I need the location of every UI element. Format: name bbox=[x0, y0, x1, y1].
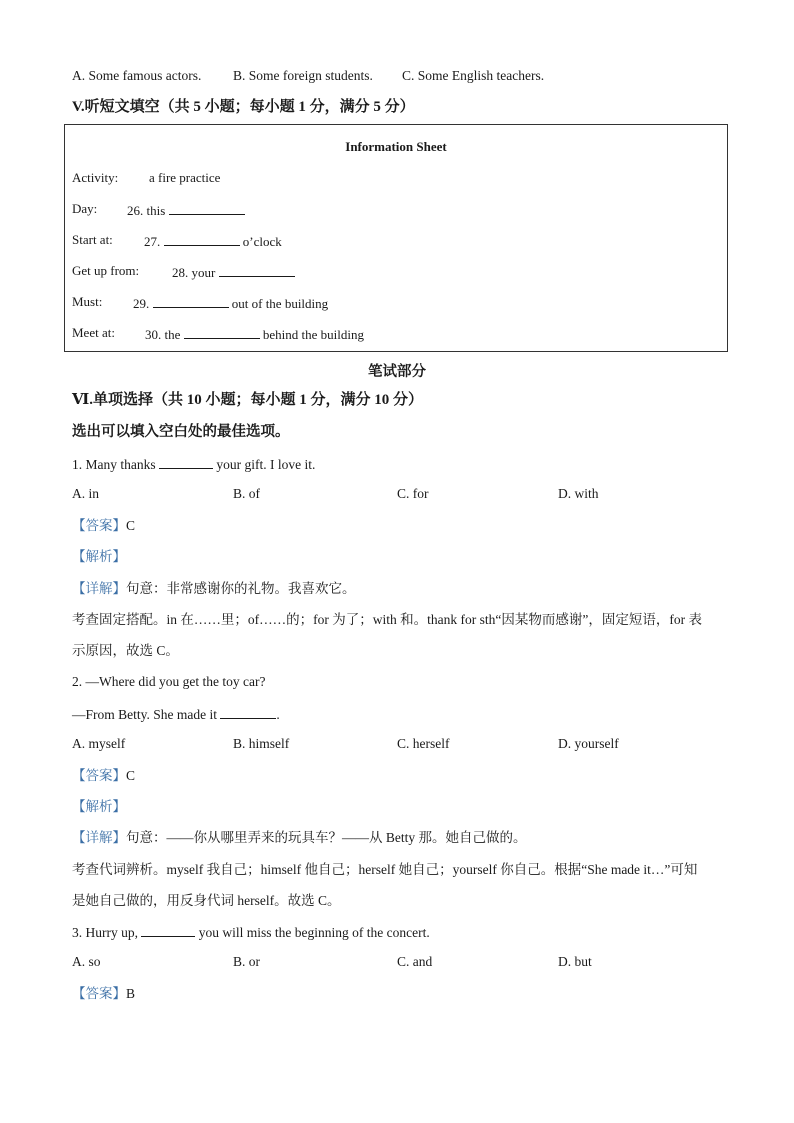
option-d[interactable]: D. but bbox=[558, 954, 592, 969]
row-value: a fire practice bbox=[149, 170, 221, 185]
row-must bbox=[72, 294, 432, 310]
row-label: Day: bbox=[72, 201, 98, 216]
answer-blank-30[interactable] bbox=[184, 325, 260, 339]
question-1-answer bbox=[72, 517, 135, 535]
question-number: 27. bbox=[144, 234, 161, 249]
question-number: 30. the bbox=[145, 327, 181, 342]
answer-tag: 【答案】 bbox=[72, 986, 126, 1001]
section-6-title: Ⅵ.单项选择（共 10 小题；每小题 1 分，满分 10 分） bbox=[72, 392, 424, 408]
row-label: Must: bbox=[72, 294, 103, 309]
row-meet-at bbox=[72, 325, 472, 341]
question-text: 1. Many thanks bbox=[72, 457, 156, 472]
answer-value: C bbox=[126, 518, 136, 533]
row-day bbox=[72, 201, 372, 217]
answer-value: C bbox=[126, 768, 136, 783]
answer-blank-29[interactable] bbox=[153, 294, 229, 308]
question-text: 3. Hurry up, bbox=[72, 925, 138, 940]
option-c: C. Some English teachers. bbox=[402, 68, 545, 83]
answer-blank-27[interactable] bbox=[164, 232, 240, 246]
question-2-blank bbox=[220, 705, 276, 719]
sheet-title: Information Sheet bbox=[345, 139, 447, 154]
detail-tag: 【详解】 bbox=[72, 830, 126, 845]
option-c[interactable]: C. and bbox=[397, 954, 433, 969]
option-a[interactable]: A. in bbox=[72, 486, 99, 501]
option-a[interactable]: A. myself bbox=[72, 736, 126, 751]
row-start-at bbox=[72, 232, 372, 248]
option-c[interactable]: C. for bbox=[397, 486, 429, 501]
answer-blank-28[interactable] bbox=[219, 263, 295, 277]
question-number: 26. this bbox=[127, 203, 166, 218]
answer-blank-26[interactable] bbox=[169, 201, 245, 215]
question-2-detail bbox=[72, 829, 527, 847]
row-label: Activity: bbox=[72, 170, 119, 185]
answer-tag: 【答案】 bbox=[72, 518, 126, 533]
written-part-heading: 笔试部分 bbox=[368, 364, 426, 380]
question-1-detail bbox=[72, 580, 356, 598]
option-a[interactable]: A. so bbox=[72, 954, 101, 969]
question-3-answer bbox=[72, 985, 135, 1003]
question-number: 29. bbox=[133, 296, 150, 311]
row-suffix: behind the building bbox=[262, 327, 364, 342]
row-label: Meet at: bbox=[72, 325, 115, 340]
detail-tag: 【详解】 bbox=[72, 581, 126, 596]
row-get-up-from bbox=[72, 263, 372, 279]
detail-text: 句意：非常感谢你的礼物。我喜欢它。 bbox=[126, 581, 356, 596]
question-2-line-2 bbox=[72, 705, 280, 724]
question-2-analysis-tag: 【解析】 bbox=[72, 799, 126, 814]
question-1-analysis-tag: 【解析】 bbox=[72, 549, 126, 564]
question-text-end: your gift. I love it. bbox=[216, 457, 316, 472]
question-2-explanation-line-2: 是她自己做的，用反身代词 herself。故选 C。 bbox=[72, 893, 341, 908]
option-b: B. Some foreign students. bbox=[233, 68, 373, 83]
question-3-blank bbox=[141, 923, 195, 937]
row-label: Get up from: bbox=[72, 263, 140, 278]
option-b[interactable]: B. of bbox=[233, 486, 260, 501]
question-text-end: you will miss the beginning of the concert. bbox=[198, 925, 430, 940]
row-label: Start at: bbox=[72, 232, 113, 247]
question-1 bbox=[72, 455, 315, 474]
question-2-answer bbox=[72, 767, 135, 785]
question-text: —From Betty. She made it bbox=[72, 707, 217, 722]
answer-value: B bbox=[126, 986, 136, 1001]
section-6-instruction: 选出可以填入空白处的最佳选项。 bbox=[72, 424, 290, 440]
row-activity bbox=[72, 170, 221, 186]
question-2-line-1: 2. —Where did you get the toy car? bbox=[72, 674, 266, 689]
row-suffix: out of the building bbox=[231, 296, 329, 311]
row-suffix: o’clock bbox=[242, 234, 282, 249]
option-b[interactable]: B. himself bbox=[233, 736, 290, 751]
question-1-explanation-line-1: 考查固定搭配。in 在……里；of……的；for 为了；with 和。thank for sth“因某物而感谢”，固定短语，for 表 bbox=[72, 612, 702, 627]
option-c[interactable]: C. herself bbox=[397, 736, 450, 751]
information-sheet bbox=[64, 124, 728, 352]
question-2-explanation-line-1: 考查代词辨析。myself 我自己；himself 他自己；herself 她自己；yourself 你自己。根据“She made it…”可知 bbox=[72, 862, 698, 877]
question-1-blank bbox=[159, 455, 213, 469]
section-5-title: V.听短文填空（共 5 小题；每小题 1 分，满分 5 分） bbox=[72, 99, 415, 115]
option-d[interactable]: D. with bbox=[558, 486, 599, 501]
question-text-end: . bbox=[276, 707, 280, 722]
option-a: A. Some famous actors. bbox=[72, 68, 202, 83]
question-3 bbox=[72, 923, 430, 942]
answer-tag: 【答案】 bbox=[72, 768, 126, 783]
detail-text: 句意：——你从哪里弄来的玩具车？——从 Betty 那。她自己做的。 bbox=[126, 830, 527, 845]
option-b[interactable]: B. or bbox=[233, 954, 260, 969]
option-d[interactable]: D. yourself bbox=[558, 736, 619, 751]
question-1-explanation-line-2: 示原因，故选 C。 bbox=[72, 643, 179, 658]
question-number: 28. your bbox=[172, 265, 216, 280]
